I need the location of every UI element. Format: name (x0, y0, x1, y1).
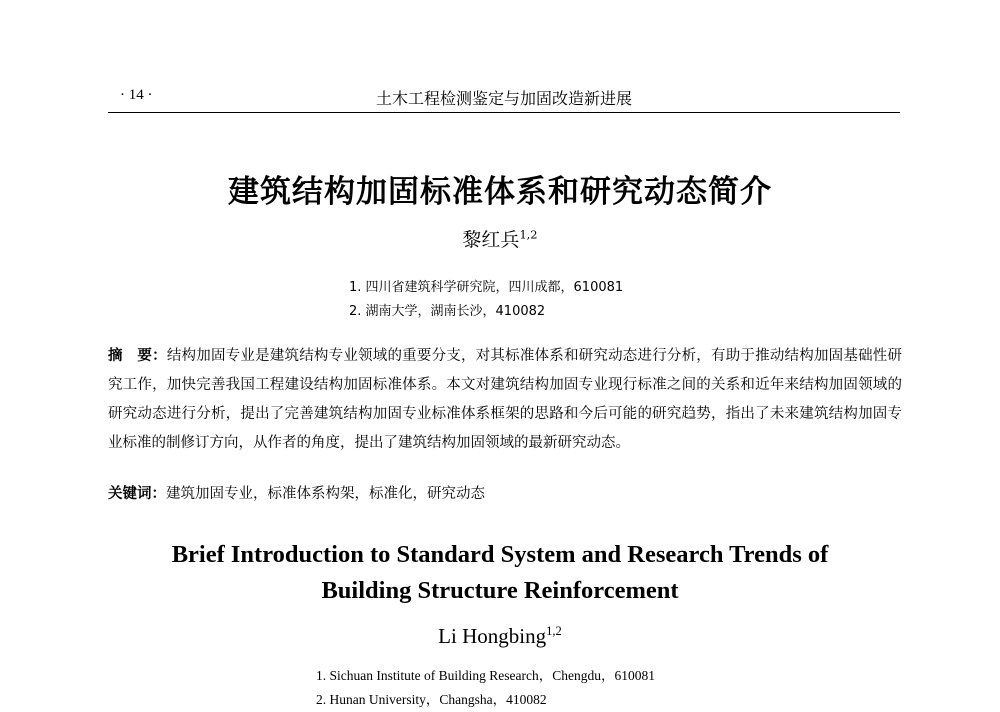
english-affiliations (316, 664, 655, 712)
english-author-superscript: 1,2 (546, 624, 562, 638)
chinese-author-superscript: 1,2 (519, 227, 538, 242)
english-author-name: Li Hongbing (438, 624, 547, 648)
abstract (108, 342, 902, 458)
keywords-label: 关键词： (108, 486, 166, 502)
chinese-title: 建筑结构加固标准体系和研究动态简介 (228, 174, 772, 210)
page-header (108, 84, 900, 114)
english-affiliation-2: 2. Hunan University，Changsha，410082 (316, 692, 547, 707)
chinese-author-name: 黎红兵 (462, 229, 520, 251)
keywords (108, 480, 902, 509)
chinese-affiliation-1: 1. 四川省建筑科学研究院，四川成都，610081 (349, 280, 624, 295)
chinese-affiliation-2: 2. 湖南大学，湖南长沙，410082 (349, 304, 546, 319)
english-title (0, 537, 1000, 609)
abstract-text: 结构加固专业是建筑结构专业领域的重要分支，对其标准体系和研究动态进行分析，有助于推动结构加固基础性研究工作，加快完善我国工程建设结构加固标准体系。本文对建筑结构加固专业现行标准之间的关系和近年来结构加固领域的研究动态进行分析，提出了完善建筑结构加固专业标准体系框架的思路和今后可能的研究趋势，指出了未来建筑结构加固专业标准的制修订方向，从作者的角度，提出了建筑结构加固领域的最新研究动态。 (108, 348, 903, 451)
running-title: 土木工程检测鉴定与加固改造新进展 (375, 89, 632, 108)
abstract-label: 摘 要： (108, 348, 167, 364)
english-affiliation-1: 1. Sichuan Institute of Building Research，Chengdu，610081 (316, 668, 655, 683)
header-rule (108, 112, 900, 113)
keywords-text: 建筑加固专业，标准体系构架，标准化，研究动态 (166, 486, 485, 502)
chinese-author (0, 225, 1000, 252)
english-author (0, 624, 1000, 649)
english-title-line-1: Brief Introduction to Standard System and Research Trends of (171, 541, 829, 568)
english-title-line-2: Building Structure Reinforcement (321, 577, 679, 604)
page-number: · 14 · (120, 87, 153, 103)
chinese-affiliations (349, 276, 623, 324)
